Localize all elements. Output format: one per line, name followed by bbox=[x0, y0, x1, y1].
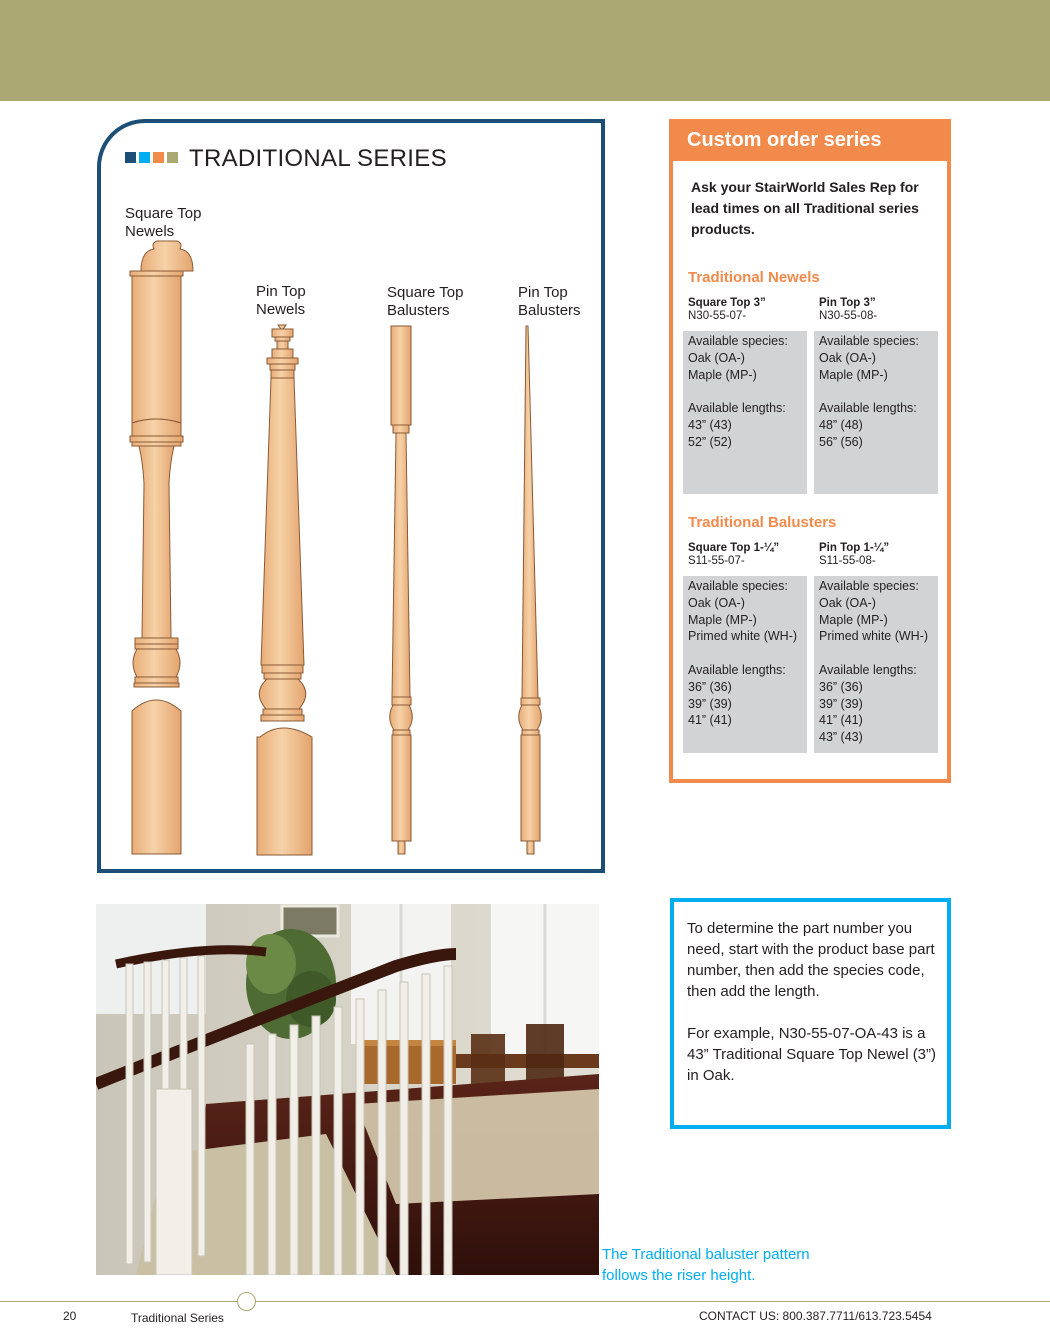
col-name: Pin Top 3” bbox=[819, 297, 876, 309]
lengths-label: Available lengths: bbox=[688, 662, 786, 677]
newel-spec-box-square bbox=[683, 331, 807, 494]
length-item: 39” (39) bbox=[819, 696, 863, 711]
col-name: Square Top 3” bbox=[688, 297, 766, 309]
label-line: Square Top bbox=[125, 205, 202, 222]
footer-section-name: Traditional Series bbox=[131, 1311, 224, 1325]
part-number-info-box bbox=[670, 898, 951, 1129]
page-number: 20 bbox=[63, 1309, 77, 1323]
footer-rule bbox=[0, 1301, 1050, 1302]
species-item: Maple (MP-) bbox=[688, 612, 757, 627]
newel-spec-box-pin bbox=[814, 331, 938, 494]
species-item: Maple (MP-) bbox=[819, 367, 888, 382]
species-item: Maple (MP-) bbox=[819, 612, 888, 627]
pin-top-baluster-icon bbox=[519, 326, 542, 854]
species-item: Oak (OA-) bbox=[819, 350, 876, 365]
label-line: Balusters bbox=[387, 302, 450, 319]
species-label: Available species: bbox=[819, 579, 919, 593]
length-item: 36” (36) bbox=[819, 679, 863, 694]
length-item: 43” (43) bbox=[819, 730, 863, 745]
part-number-example: For example, N30-55-07-OA-43 is a 43” Traditional Square Top Newel (3”) in Oak. bbox=[687, 1025, 937, 1084]
length-item: 52” (52) bbox=[688, 434, 732, 449]
pin-top-newel-icon bbox=[257, 325, 312, 855]
custom-order-intro: Ask your StairWorld Sales Rep for lead times on all Traditional series products. bbox=[691, 179, 919, 237]
col-name: Pin Top 1-¼” bbox=[819, 542, 890, 554]
length-item: 48” (48) bbox=[819, 417, 863, 432]
staircase-photo-image bbox=[96, 904, 599, 1275]
length-item: 43” (43) bbox=[688, 417, 732, 432]
part-number-instructions: To determine the part number you need, start with the product base part number, then add the species code, then add the length. bbox=[687, 920, 935, 1000]
species-item: Oak (OA-) bbox=[819, 595, 876, 610]
lengths-label: Available lengths: bbox=[819, 401, 917, 416]
traditional-series-panel bbox=[97, 119, 605, 873]
species-item: Primed white (WH-) bbox=[819, 629, 929, 644]
col-code: N30-55-08- bbox=[819, 310, 878, 322]
footer-contact: CONTACT US: 800.387.7711/613.723.5454 bbox=[699, 1309, 932, 1323]
label-line: Newels bbox=[256, 301, 306, 318]
species-label: Available species: bbox=[688, 579, 788, 593]
length-item: 56” (56) bbox=[819, 434, 863, 449]
col-code: N30-55-07- bbox=[688, 310, 747, 322]
label-line: Balusters bbox=[518, 302, 581, 319]
label-line: Square Top bbox=[387, 284, 464, 301]
square-top-newel-icon bbox=[130, 241, 193, 854]
species-label: Available species: bbox=[688, 334, 788, 348]
caption-line: follows the riser height. bbox=[602, 1267, 756, 1284]
species-label: Available species: bbox=[819, 334, 919, 348]
length-item: 36” (36) bbox=[688, 679, 732, 694]
footer-circle-icon bbox=[237, 1292, 256, 1311]
newels-heading: Traditional Newels bbox=[688, 269, 820, 286]
top-color-band bbox=[0, 0, 1050, 101]
length-item: 41” (41) bbox=[688, 713, 732, 728]
series-title: TRADITIONAL SERIES bbox=[189, 145, 447, 172]
col-code: S11-55-08- bbox=[819, 555, 876, 567]
product-illustrations bbox=[101, 123, 601, 869]
baluster-col-head-pin bbox=[819, 542, 889, 568]
baluster-spec-box-square bbox=[683, 576, 807, 753]
baluster-col-head-square bbox=[688, 542, 779, 568]
species-item: Maple (MP-) bbox=[688, 367, 757, 382]
custom-order-header: Custom order series bbox=[673, 123, 947, 161]
lengths-label: Available lengths: bbox=[688, 401, 786, 416]
square-top-baluster-icon bbox=[390, 326, 413, 854]
label-line: Pin Top bbox=[518, 284, 568, 301]
label-line: Pin Top bbox=[256, 283, 306, 300]
caption-line: The Traditional baluster pattern bbox=[602, 1246, 810, 1263]
col-name: Square Top 1-¼” bbox=[688, 542, 780, 554]
newel-col-head-square bbox=[688, 297, 766, 323]
baluster-spec-box-pin bbox=[814, 576, 938, 753]
species-item: Oak (OA-) bbox=[688, 350, 745, 365]
photo-caption bbox=[602, 1244, 810, 1286]
balusters-heading: Traditional Balusters bbox=[688, 514, 837, 531]
length-item: 41” (41) bbox=[819, 713, 863, 728]
col-code: S11-55-07- bbox=[688, 555, 745, 567]
custom-order-panel bbox=[669, 119, 951, 783]
species-item: Oak (OA-) bbox=[688, 595, 745, 610]
label-line: Newels bbox=[125, 223, 175, 240]
lengths-label: Available lengths: bbox=[819, 662, 917, 677]
newel-col-head-pin bbox=[819, 297, 877, 323]
species-item: Primed white (WH-) bbox=[688, 629, 798, 644]
length-item: 39” (39) bbox=[688, 696, 732, 711]
staircase-photo bbox=[96, 904, 599, 1275]
